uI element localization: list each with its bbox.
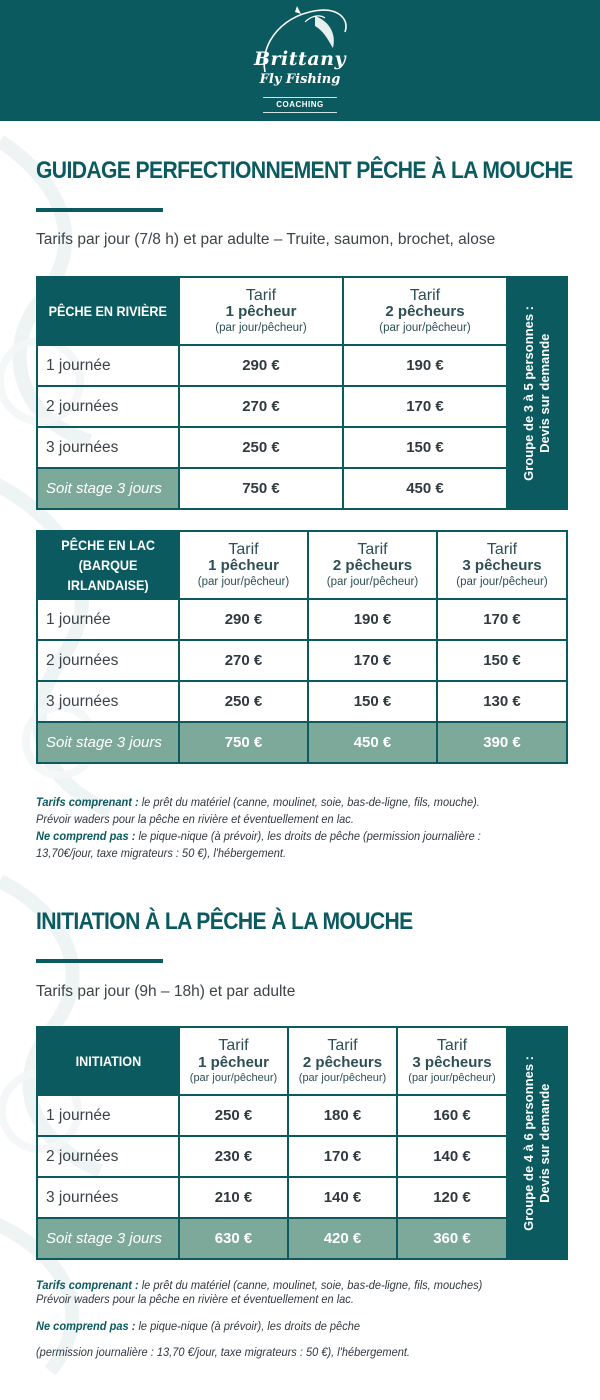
- included-label: Tarifs comprenant :: [36, 795, 139, 809]
- header-banner: [0, 0, 600, 121]
- section2-title-underline: [36, 959, 163, 963]
- river-col-2: Tarif 2 pêcheurs (par jour/pêcheur): [343, 277, 507, 345]
- waders-note: Prévoir waders pour la pêche en rivière et éventuellement en lac.: [36, 812, 354, 826]
- section1-title: GUIDAGE PERFECTIONNEMENT PÊCHE À LA MOUCHE: [36, 157, 573, 184]
- table-row: 1 journée 250 € 180 € 160 €: [37, 1095, 567, 1136]
- section1-title-underline: [36, 208, 163, 212]
- table-row: 2 journées 270 € 170 €: [37, 386, 567, 427]
- brand-tagline: COACHING: [276, 100, 324, 109]
- table-row: 3 journées 250 € 150 €: [37, 427, 567, 468]
- initiation-col-2: Tarif 2 pêcheurs (par jour/pêcheur): [288, 1027, 397, 1095]
- section1-notes: Tarifs comprenant : le prêt du matériel (canne, moulinet, soie, bas-de-ligne, fils, mouche). Prévoir waders pour la pêche en rivière et éventuellement en lac. Ne comprend pas : le pique-nique (à prévoir), les droits de pêche (permission journalière : 13,70€/jour, taxe migrateurs : 50 €), l'hébergement.: [36, 794, 536, 862]
- table-row: 1 journée 290 € 190 €: [37, 345, 567, 386]
- table-row: 3 journées 250 € 150 € 130 €: [37, 681, 567, 722]
- brand-rule-top: [263, 97, 337, 98]
- section1-intro: Tarifs par jour (7/8 h) et par adulte – Truite, saumon, brochet, alose: [36, 231, 496, 248]
- brand-rule-bottom: [263, 112, 337, 113]
- lake-col-2: Tarif 2 pêcheurs (par jour/pêcheur): [308, 531, 437, 599]
- excluded-label: Ne comprend pas :: [36, 829, 136, 843]
- section2-notes: Tarifs comprenant : le prêt du matériel (canne, moulinet, soie, bas-de-ligne, fils, mouches) Prévoir waders pour la pêche en rivière et éventuellement en lac. Ne comprend pas : le pique-nique (à prévoir), les droits de pêche (permission journalière : 13,70 €/jour, taxe migrateurs : 50 €), l'hébergement.: [36, 1278, 536, 1361]
- lake-price-table: [36, 530, 568, 764]
- section2-title: INITIATION À LA PÊCHE À LA MOUCHE: [36, 908, 413, 935]
- brand-name: Brittany: [253, 48, 346, 70]
- brand-logo: [245, 2, 355, 118]
- included-label: Tarifs comprenant :: [36, 1278, 139, 1292]
- section2-intro: Tarifs par jour (9h – 18h) et par adulte: [36, 983, 296, 1000]
- initiation-price-table: [36, 1026, 568, 1260]
- initiation-col-3: Tarif 3 pêcheurs (par jour/pêcheur): [397, 1027, 507, 1095]
- river-price-table: [36, 276, 568, 510]
- stage-row: Soit stage 3 jours 750 € 450 € 390 €: [37, 722, 567, 763]
- river-col-1: Tarif 1 pêcheur (par jour/pêcheur): [179, 277, 343, 345]
- river-header-label: PÊCHE EN RIVIÈRE: [37, 277, 179, 345]
- stage-row: Soit stage 3 jours 750 € 450 €: [37, 468, 567, 509]
- table-row: 1 journée 290 € 190 € 170 €: [37, 599, 567, 640]
- table-row: 2 journées 230 € 170 € 140 €: [37, 1136, 567, 1177]
- river-group-note: Groupe de 3 à 5 personnes : Devis sur demande: [507, 277, 567, 509]
- excluded-label: Ne comprend pas :: [36, 1319, 136, 1333]
- lake-col-3: Tarif 3 pêcheurs (par jour/pêcheur): [437, 531, 567, 599]
- lake-col-1: Tarif 1 pêcheur (par jour/pêcheur): [179, 531, 308, 599]
- stage-row: Soit stage 3 jours 630 € 420 € 360 €: [37, 1218, 567, 1259]
- initiation-group-note: Groupe de 4 à 6 personnes : Devis sur demande: [507, 1027, 567, 1259]
- initiation-col-1: Tarif 1 pêcheur (par jour/pêcheur): [179, 1027, 288, 1095]
- table-row: 3 journées 210 € 140 € 120 €: [37, 1177, 567, 1218]
- initiation-header-label: INITIATION: [37, 1027, 179, 1095]
- table-row: 2 journées 270 € 170 € 150 €: [37, 640, 567, 681]
- brand-subname: Fly Fishing: [259, 72, 341, 87]
- lake-header-label: PÊCHE EN LAC (BARQUE IRLANDAISE): [37, 531, 179, 599]
- waders-note: Prévoir waders pour la pêche en rivière et éventuellement en lac.: [36, 1292, 354, 1306]
